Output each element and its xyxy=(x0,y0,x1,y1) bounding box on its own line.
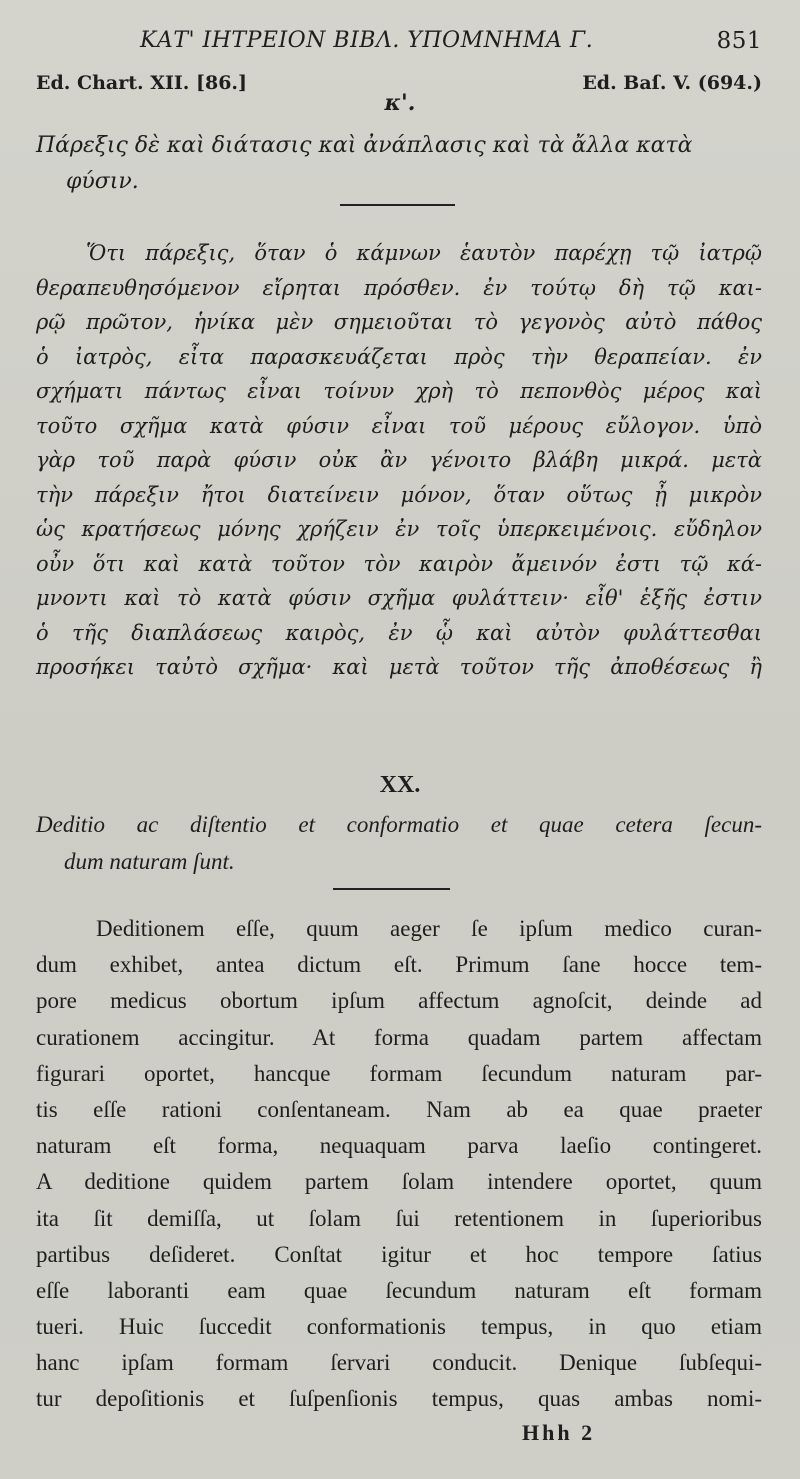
latin-lemma xyxy=(36,806,762,880)
page-number: 851 xyxy=(716,28,762,54)
greek-text-line: ὁ ἰατρὸς, εἶτα παρασκευάζεται πρὸς τὴν θεραπείαν. ἐν xyxy=(36,344,762,369)
greek-lemma-line: φύσιν. xyxy=(66,169,139,194)
greek-text-line: οὖν ὅτι καὶ κατὰ τοῦτον τὸν καιρὸν ἄμεινόν ἐστι τῷ κά- xyxy=(36,551,762,576)
latin-text-line: hanc ipſam formam ſervari conducit. Denique ſubſequi- xyxy=(36,1350,762,1376)
latin-lemma-line: Deditio ac diſtentio et conformatio et quae cetera ſecun- xyxy=(36,812,762,837)
latin-text-line: partibus deſideret. Conſtat igitur et hoc tempore ſatius xyxy=(36,1241,762,1267)
latin-text-line: figurari oportet, hancque formam ſecundum naturam par- xyxy=(36,1060,762,1086)
greek-text-line: ρῷ πρῶτον, ἡνίκα μὲν σημειοῦται τὸ γεγονὸς αὐτὸ πάθος xyxy=(36,310,762,334)
latin-section-number: XX. xyxy=(379,772,421,798)
greek-text-line: τοῦτο σχῆμα κατὰ φύσιν εἶναι τοῦ μέρους εὔλογον. ὑπὸ xyxy=(36,413,762,438)
latin-text-line: ita ſit demiſſa, ut ſolam ſui retentionem in ſuperioribus xyxy=(36,1205,762,1231)
greek-text-line: Ὅτι πάρεξις, ὅταν ὁ κάμνων ἑαυτὸν παρέχῃ τῷ ἰατρῷ xyxy=(86,241,762,265)
running-head xyxy=(140,28,762,53)
edition-chartier: Ed. Chart. XII. [86.] xyxy=(36,72,248,94)
running-title: ΚΑΤ' ΙΗΤΡΕΙΟΝ ΒΙΒΛ. ΥΠΟΜΝΗΜΑ Γ. xyxy=(140,28,594,53)
latin-commentary xyxy=(36,911,762,1418)
greek-section-number: κ'. xyxy=(384,90,416,116)
divider-rule xyxy=(340,204,455,206)
greek-text-line: τὴν πάρεξιν ἤτοι διατείνειν μόνον, ὅταν οὕτως ᾖ μικρὸν xyxy=(36,482,762,507)
greek-text-line: σχήματι πάντως εἶναι τοίνυν χρὴ τὸ πεπονθὸς μέρος καὶ xyxy=(36,379,762,403)
latin-text-line: naturam eſt forma, nequaquam parva laeſio contingeret. xyxy=(36,1133,762,1159)
greek-text-line: ὡς κρατήσεως μόνης χρήζειν ἐν τοῖς ὑπερκειμένοις. εὔδηλον xyxy=(36,517,762,541)
latin-text-line: tueri. Huic ſuccedit conformationis tempus, in quo etiam xyxy=(36,1314,762,1340)
latin-text-line: curationem accingitur. At forma quadam partem affectam xyxy=(36,1024,762,1050)
latin-text-line: dum exhibet, antea dictum eſt. Primum ſane hocce tem- xyxy=(36,952,762,978)
divider-rule xyxy=(333,888,450,890)
latin-text-line: A deditione quidem partem ſolam intendere oportet, quum xyxy=(36,1169,762,1195)
latin-lemma-line: dum naturam ſunt. xyxy=(64,849,235,874)
latin-text-line: tis eſſe rationi conſentaneam. Nam ab ea quae praeter xyxy=(36,1096,762,1122)
edition-basel: Ed. Baſ. V. (694.) xyxy=(582,72,762,94)
greek-text-line: θεραπευθησόμενον εἴρηται πρόσθεν. ἐν τούτῳ δὴ τῷ και- xyxy=(36,275,762,300)
greek-text-line: γὰρ τοῦ παρὰ φύσιν οὐκ ἂν γένοιτο βλάβη μικρά. μετὰ xyxy=(36,448,762,472)
greek-text-line: μνοντι καὶ τὸ κατὰ φύσιν σχῆμα φυλάττειν· εἶθ' ἑξῆς ἐστιν xyxy=(36,586,762,610)
latin-text-line: pore medicus obortum ipſum affectum agnoſcit, deinde ad xyxy=(36,988,762,1014)
greek-lemma xyxy=(36,128,762,200)
greek-text-line: ὁ τῆς διαπλάσεως καιρὸς, ἐν ᾧ καὶ αὐτὸν φυλάττεσθαι xyxy=(36,620,762,645)
greek-text-line: προσήκει ταὐτὸ σχῆμα· καὶ μετὰ τοῦτον τῆς ἀποθέσεως ἢ xyxy=(36,655,762,679)
greek-commentary xyxy=(36,236,762,685)
latin-text-line: Deditionem eſſe, quum aeger ſe ipſum medico curan- xyxy=(96,916,762,941)
signature-mark: Hhh 2 xyxy=(522,1420,596,1445)
latin-text-line: tur depoſitionis et ſuſpenſionis tempus, quas ambas nomi- xyxy=(36,1386,762,1412)
latin-text-line: eſſe laboranti eam quae ſecundum naturam eſt formam xyxy=(36,1277,762,1303)
greek-lemma-line: Πάρεξις δὲ καὶ διάτασις καὶ ἀνάπλασις καὶ τὰ ἄλλα κατὰ xyxy=(36,133,693,158)
